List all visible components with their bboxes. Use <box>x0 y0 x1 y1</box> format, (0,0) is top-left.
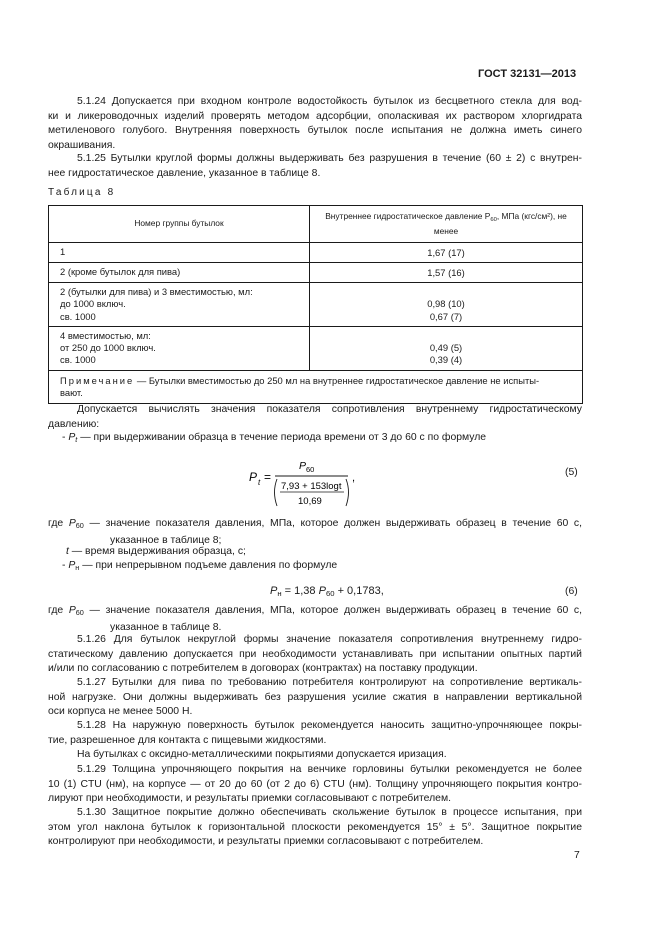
table-cell-value: 1,67 (17) <box>310 243 583 263</box>
svg-text:10,69: 10,69 <box>298 496 322 507</box>
paragraph-5-1-25 <box>48 152 582 181</box>
svg-text:=: = <box>264 470 272 484</box>
table-header-group: Номер группы бутылок <box>49 206 310 243</box>
text-line: указанное в таблице 8; <box>110 534 222 546</box>
table-cell-group: 4 вместимостью, мл: от 250 до 1000 включ. св. 1000 <box>49 326 310 370</box>
text-line: Допускается вычислять значения показателя сопротивления внутреннему гидростатическому <box>77 404 582 415</box>
text-line: где $P_{60}$ — значение показателя давления, МПа, которое должен выдерживать образец в течение 60 с, <box>48 605 582 617</box>
text-line: метиленового голубого. Внутренняя поверхность бутылок после испытания не должна иметь синего <box>48 125 582 137</box>
table-row <box>49 326 583 370</box>
svg-text:60: 60 <box>306 465 315 474</box>
text-line: 5.1.24 Допускается при входном контроле водостойкость бутылок из бесцветного стекла для вод- <box>77 96 582 107</box>
standard-header: ГОСТ 32131—2013 <box>478 68 577 80</box>
table-caption: Таблица 8 <box>48 187 116 198</box>
text-line: ной нагрузке. Они должны выдерживать без разрушения усилие сжатия в направлении вертикальной <box>48 691 582 703</box>
table-header-row <box>49 206 583 243</box>
definition-p60-second <box>48 604 582 635</box>
paragraph-5-1-26 <box>48 633 582 677</box>
paragraph-5-1-28 <box>48 719 582 763</box>
text-line: ки и ликероводочных изделий проверять методом адсорбции, ополаскивая их раствором хлоргидрата <box>48 110 582 122</box>
table-row <box>49 263 583 283</box>
definition-p60 <box>48 517 582 548</box>
equation-number-6: (6) <box>565 586 578 597</box>
svg-text:t: t <box>258 478 261 487</box>
text-line: окрашивания. <box>48 140 116 152</box>
text-line: и/или по согласованию с потребителем в договорах (контрактах) на поставку продукции. <box>48 663 478 675</box>
svg-text:,: , <box>352 472 356 484</box>
table-header-pressure: Внутреннее гидростатическое давление $P_{60}$, МПа (кгс/см²), не менее <box>310 206 583 243</box>
svg-text:P: P <box>299 460 307 472</box>
text-line: 5.1.29 Толщина упрочняющего покрытия на венчике горловины бутылки рекомендуется не более <box>77 764 582 775</box>
svg-text:7,93 + 153logt: 7,93 + 153logt <box>281 481 342 492</box>
text-line: тие, разрешенное для контакта с пищевыми жидкостями. <box>48 734 327 746</box>
definition-t: t — время выдерживания образца, с; <box>66 546 246 557</box>
text-line: лируют при необходимости, и результаты приемки согласовывают с потребителем. <box>48 793 451 805</box>
table-cell-group: 2 (бутылки для пива) и 3 вместимостью, мл: до 1000 включ. св. 1000 <box>49 283 310 327</box>
paragraph-5-1-30 <box>48 806 582 850</box>
text-line: 5.1.25 Бутылки круглой формы должны выдерживать без разрушения в течение (60 ± 2) с внутрен- <box>77 153 582 164</box>
table-row <box>49 243 583 263</box>
table-cell-value: 0,49 (5) 0,39 (4) <box>310 326 583 370</box>
text-line: этом угол наклона бутылок к горизонтальной плоскости рекомендуется 15° ± 5°. Защитное покрытие <box>48 821 582 833</box>
text-line: статическому давлению допускается при необходимости устанавливать при испытании опытных партий <box>48 648 582 660</box>
paragraph-5-1-29 <box>48 763 582 807</box>
text-line: где $P_{60}$ — значение показателя давления, МПа, которое должен выдерживать образец в течение 60 с, <box>48 518 582 530</box>
text-line: оси корпуса не менее 5000 Н. <box>48 706 193 718</box>
text-line: 5.1.26 Для бутылок некруглой формы значение показателя сопротивления внутреннему гидро- <box>77 634 582 645</box>
text-line: 10 (1) CTU (нм), на корпусе — от 20 до 60 (от 2 до 6) CTU (нм). Толщину упрочняющего покрытия контро- <box>48 778 582 790</box>
paragraph-5-1-27 <box>48 676 582 720</box>
text-line: контролируют при необходимости, и результаты приемки согласовывают с потребителем. <box>48 836 484 848</box>
text-line: указанное в таблице 8. <box>110 621 222 633</box>
paragraph-5-1-24 <box>48 95 582 154</box>
page-number: 7 <box>574 850 580 861</box>
bullet-pn: - $P_н$ — при непрерывном подъеме давления по формуле <box>62 560 338 572</box>
table-note: Примечание — Бутылки вместимостью до 250 мл на внутреннее гидростатическое давление не испыты- вают. <box>49 370 583 404</box>
text-line: 5.1.30 Защитное покрытие должно обеспечивать скольжение бутылок в процессе испытания, при <box>77 807 582 818</box>
table-cell-value: 1,57 (16) <box>310 263 583 283</box>
table-8 <box>48 205 583 404</box>
text-line: 5.1.27 Бутылки для пива по требованию потребителя контролируют на сопротивление вертикаль- <box>77 677 582 688</box>
text-line: 5.1.28 На наружную поверхность бутылок рекомендуется наносить защитно-упрочняющее покры- <box>77 720 582 731</box>
table-row <box>49 283 583 327</box>
text-line: На бутылках с оксидно-металлическими покрытиями допускается иризация. <box>77 749 447 761</box>
table-note-row <box>49 370 583 404</box>
table-cell-group: 2 (кроме бутылок для пива) <box>49 263 310 283</box>
formula-5 <box>245 457 375 514</box>
formula-6: $P_н = 1,38$ $P_{60} + 0,1783$, <box>270 585 384 598</box>
table-cell-value: 0,98 (10) 0,67 (7) <box>310 283 583 327</box>
table-cell-group: 1 <box>49 243 310 263</box>
bullet-pt: - $P_t$ — при выдерживании образца в течение периода времени от 3 до 60 с по формуле <box>62 432 487 444</box>
equation-number-5: (5) <box>565 467 578 478</box>
text-line: давлению: <box>48 418 100 430</box>
formula-5-graphic <box>245 457 375 511</box>
paragraph-intro <box>48 403 582 432</box>
text-line: нее гидростатическое давление, указанное в таблице 8. <box>48 167 321 179</box>
formula-5-lhs: P <box>249 470 258 484</box>
